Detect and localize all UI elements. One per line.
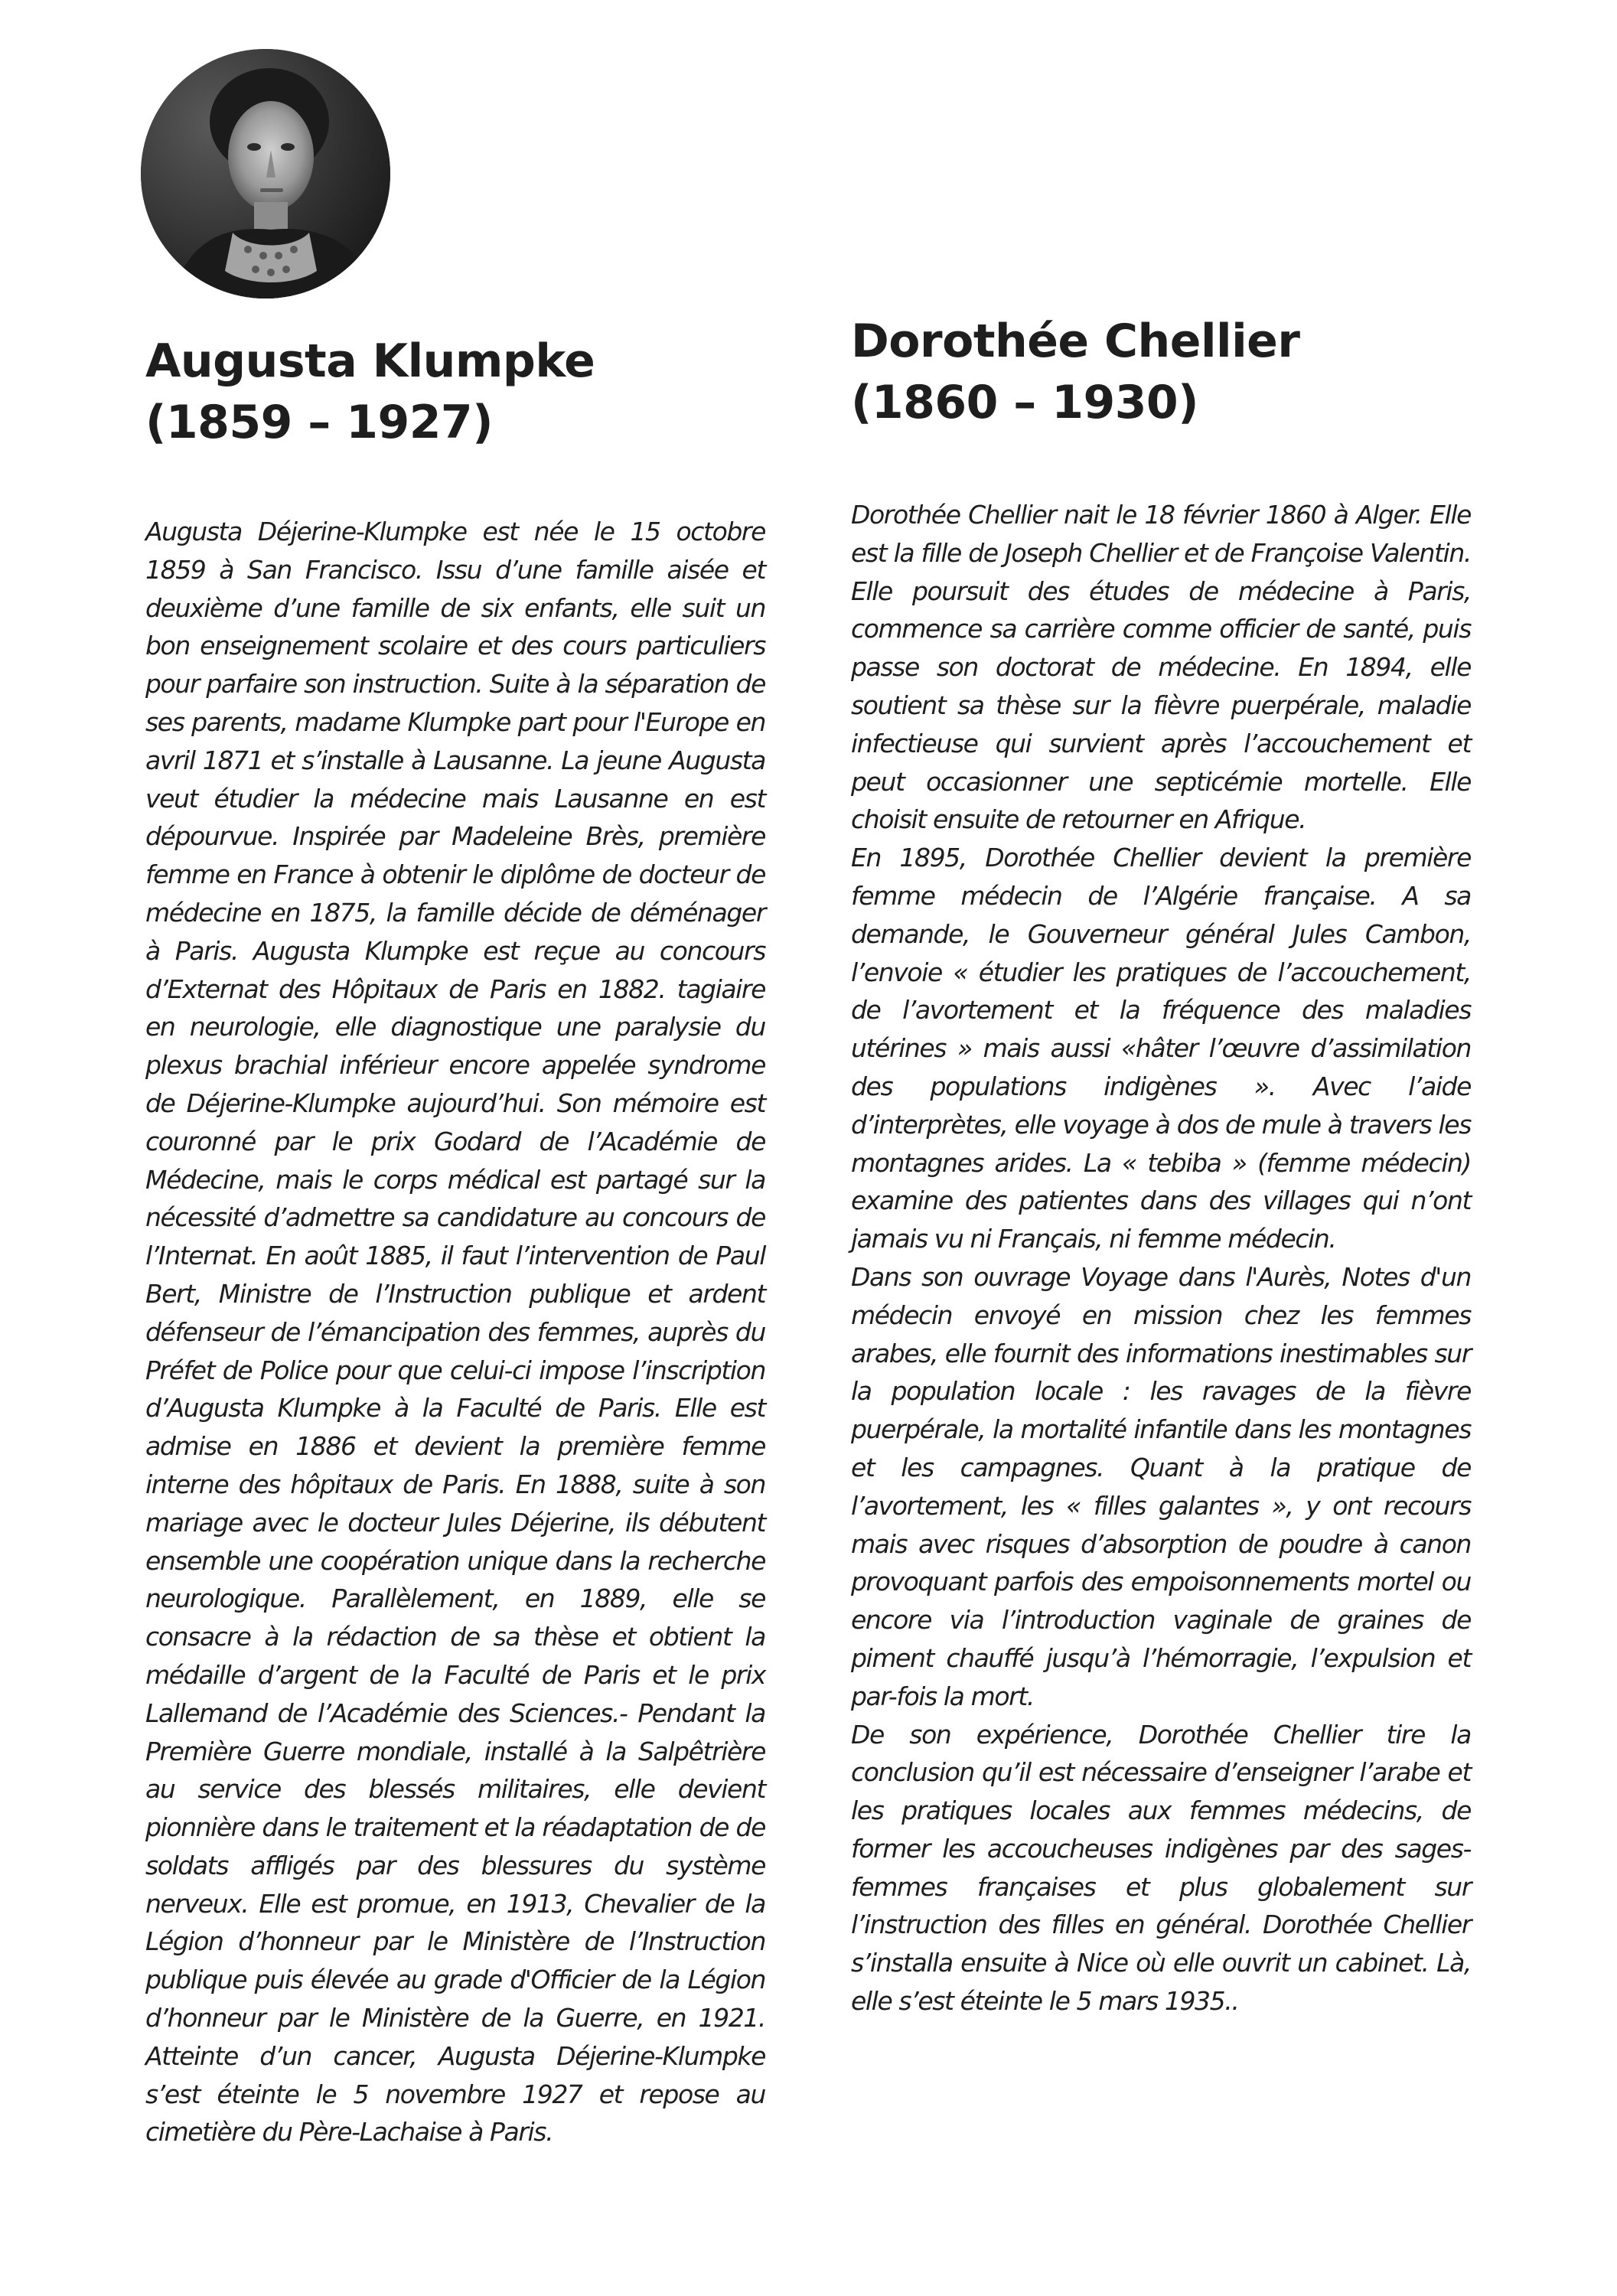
person-name: Dorothée Chellier bbox=[851, 315, 1300, 368]
biography-paragraph: Dans son ouvrage Voyage dans l'Aurès, Notes d'un médecin envoyé en mission chez les femmes arabes, elle fournit des informations inestimables sur la population locale : les ravages de la fièvre puerpérale, la mortalité infantile dans les montagnes et les campagnes. Quant à la pratique de l’avortement, les « filles galantes », y ont recours mais avec risques d’absorption de poudre à canon provoquant parfois des empoisonnements mortel ou encore via l’introduction vaginale de graines de piment chauffé jusqu’à l’hémorragie, l’expulsion et par-fois la mort. bbox=[851, 1261, 1471, 1711]
person-name: Augusta Klumpke bbox=[145, 334, 595, 388]
title-augusta-klumpke bbox=[145, 331, 773, 453]
portrait-photo-icon bbox=[141, 49, 390, 298]
biography-augusta-klumpke bbox=[145, 513, 765, 2151]
person-dates: (1860 – 1930) bbox=[851, 376, 1199, 429]
title-dorothee-chellier bbox=[851, 311, 1478, 433]
biography-paragraph: Augusta Déjerine-Klumpke est née le 15 octobre 1859 à San Francisco. Issu d’une famille aisée et deuxième d’une famille de six enfants, elle suit un bon enseignement scolaire et des cours particuliers pour parfaire son instruction. Suite à la séparation de ses parents, madame Klumpke part pour l'Europe en avril 1871 et s’installe à Lausanne. La jeune Augusta veut étudier la médecine mais Lausanne en est dépourvue. Inspirée par Madeleine Brès, première femme en France à obtenir le diplôme de docteur de médecine en 1875, la famille décide de déménager à Paris. Augusta Klumpke est reçue au concours d’Externat des Hôpitaux de Paris en 1882. tagiaire en neurologie, elle diagnostique une paralysie du plexus brachial inférieur encore appelée syndrome de Déjerine-Klumpke aujourd’hui. Son mémoire est couronné par le prix Godard de l’Académie de Médecine, mais le corps médical est partagé sur la nécessité d’admettre sa candidature au concours de l’Internat. En août 1885, il faut l’intervention de Paul Bert, Ministre de l’Instruction publique et ardent défenseur de l’émancipation des femmes, auprès du Préfet de Police pour que celui-ci impose l’inscription d’Augusta Klumpke à la Faculté de Paris. Elle est admise en 1886 et devient la première femme interne des hôpitaux de Paris. En 1888, suite à son mariage avec le docteur Jules Déjerine, ils débutent ensemble une coopération unique dans la recherche neurologique. Parallèlement, en 1889, elle se consacre à la rédaction de sa thèse et obtient la médaille d’argent de la Faculté de Paris et le prix Lallemand de l’Académie des Sciences.- Pendant la Première Guerre mondiale, installé à la Salpêtrière au service des blessés militaires, elle devient pionnière dans le traitement et la réadaptation de de soldats affligés par des blessures du système nerveux. Elle est promue, en 1913, Chevalier de la Légion d’honneur par le Ministère de l’Instruction publique puis élevée au grade d'Officier de la Légion d’honneur par le Ministère de la Guerre, en 1921. Atteinte d’un cancer, Augusta Déjerine-Klumpke s’est éteinte le 5 novembre 1927 et repose au cimetière du Père-Lachaise à Paris. bbox=[145, 517, 765, 2148]
biography-dorothee-chellier bbox=[851, 496, 1471, 2020]
biography-paragraph: De son expérience, Dorothée Chellier tire la conclusion qu’il est nécessaire d’enseigner l’arabe et les pratiques locales aux femmes médecins, de former les accoucheuses indigènes par des sages-femmes françaises et plus globalement sur l’instruction des filles en général. Dorothée Chellier s’installa ensuite à Nice où elle ouvrit un cabinet. Là, elle s’est éteinte le 5 mars 1935.. bbox=[851, 1719, 1471, 2017]
biography-paragraph: Dorothée Chellier nait le 18 février 1860 à Alger. Elle est la fille de Joseph Chellier et de Françoise Valentin. Elle poursuit des études de médecine à Paris, commence sa carrière comme officier de santé, puis passe son doctorat de médecine. En 1894, elle soutient sa thèse sur la fièvre puerpérale, maladie infectieuse qui survient après l’accouchement et peut occasionner une septicémie mortelle. Elle choisit ensuite de retourner en Afrique. bbox=[851, 500, 1471, 835]
biography-paragraph: En 1895, Dorothée Chellier devient la première femme médecin de l’Algérie française. A sa demande, le Gouverneur général Jules Cambon, l’envoie « étudier les pratiques de l’accouchement, de l’avortement et la fréquence des maladies utérines » mais aussi «hâter l’œuvre d’assimilation des populations indigènes ». Avec l’aide d’interprètes, elle voyage à dos de mule à travers les montagnes arides. La « tebiba » (femme médecin) examine des patientes dans des villages qui n’ont jamais vu ni Français, ni femme médecin. bbox=[851, 843, 1471, 1254]
person-dates: (1859 – 1927) bbox=[145, 396, 494, 449]
